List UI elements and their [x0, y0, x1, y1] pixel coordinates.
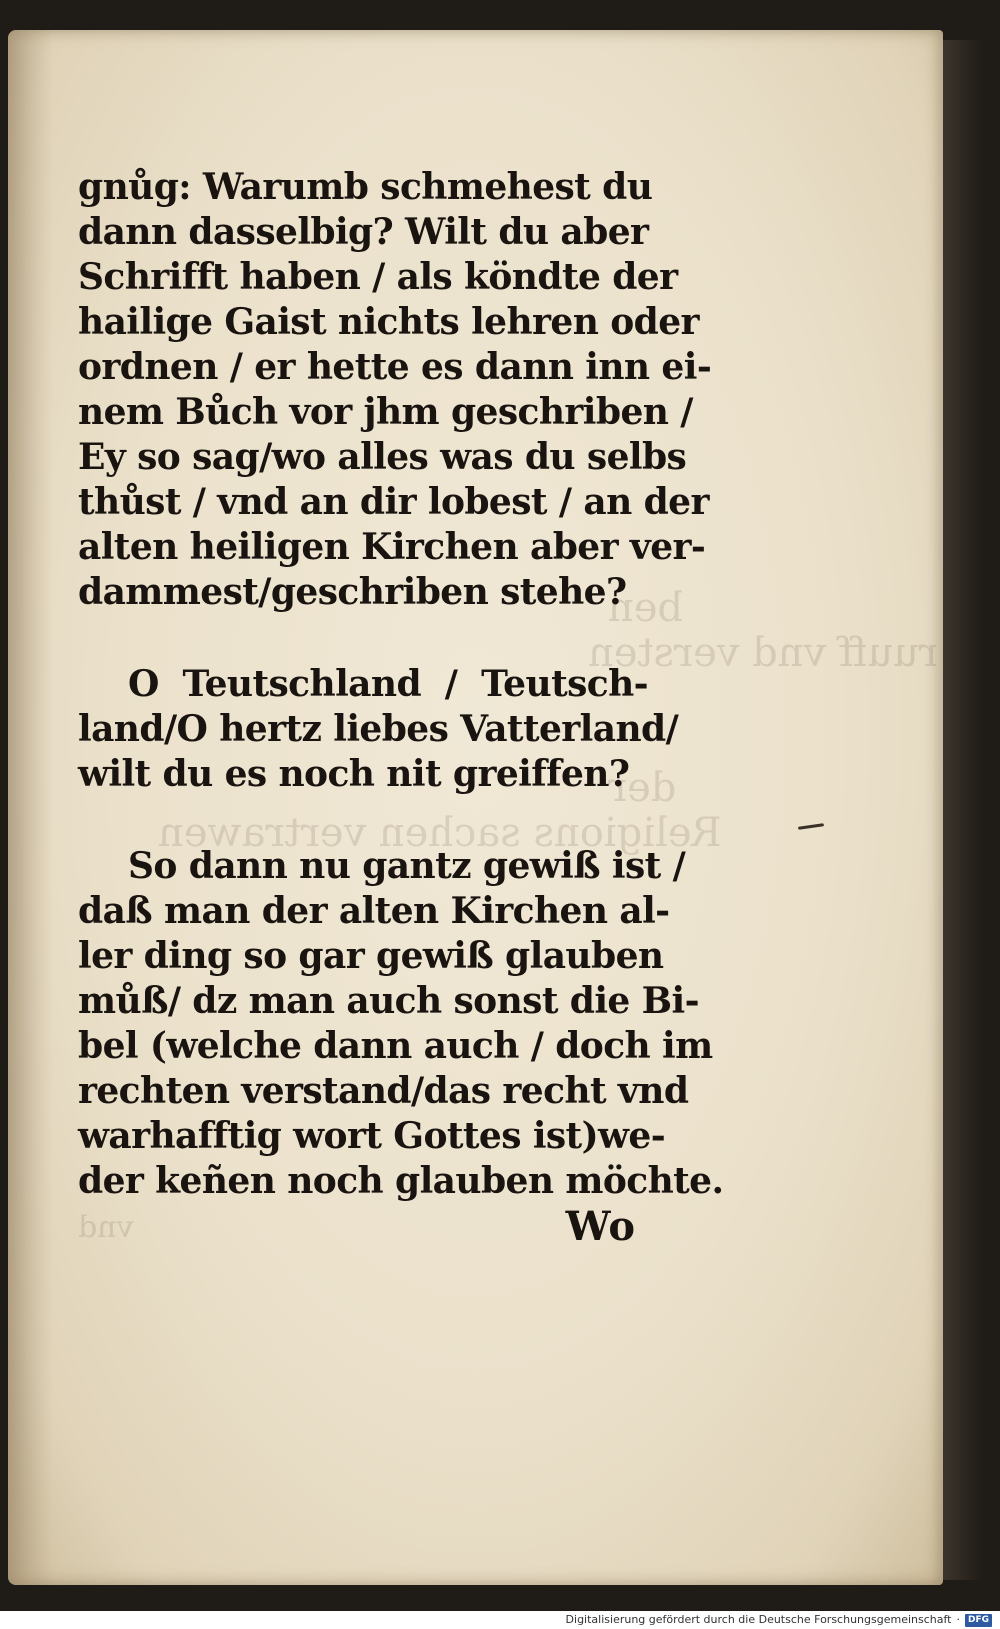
text-line: dammest/geschriben stehe? [78, 571, 627, 613]
text-line: ordnen / er hette es dann inn ei- [78, 346, 712, 388]
text-line: wilt du es noch nit greiffen? [78, 753, 630, 795]
show-through-text: ben [608, 585, 684, 631]
text-line: So dann nu gantz gewiß ist / [128, 845, 686, 887]
text-line: Ey so sag/wo alles was du selbs [78, 436, 687, 478]
text-line: Schrifft haben / als köndte der [78, 256, 678, 298]
text-line: gnůg: Warumb schmehest du [78, 166, 653, 208]
text-line: der keñen noch glauben möchte. [78, 1160, 724, 1202]
text-line: dann dasselbig? Wilt du aber [78, 211, 649, 253]
show-through-text: der [608, 765, 677, 811]
show-through-text: ruuff vnd versten [588, 630, 938, 676]
text-line: thůst / vnd an dir lobest / an der [78, 481, 709, 523]
ink-mark [798, 823, 824, 830]
gutter-shadow [8, 30, 53, 1585]
text-line: alten heiligen Kirchen aber ver- [78, 526, 706, 568]
text-line: O Teutschland / Teutsch- [128, 663, 648, 705]
text-line: bel (welche dann auch / doch im [78, 1025, 713, 1067]
text-line: rechten verstand/das recht vnd [78, 1070, 689, 1112]
show-through-text: Religions sachen vertrawen [158, 810, 722, 856]
text-line: warhafftig wort Gottes ist)we- [78, 1115, 666, 1157]
text-line: nem Bůch vor jhm geschriben / [78, 391, 693, 433]
text-line: hailige Gaist nichts lehren oder [78, 301, 699, 343]
credit-text: Digitalisierung gefördert durch die Deutsche Forschungsgemeinschaft [565, 1613, 952, 1626]
dfg-logo-icon: DFG [965, 1614, 992, 1627]
text-line: můß/ dz man auch sonst die Bi- [78, 980, 699, 1022]
page-text [78, 165, 724, 1250]
text-line: land/O hertz liebes Vatterland/ [78, 708, 679, 750]
show-through-text: vnd [78, 1210, 134, 1245]
book-page [8, 30, 943, 1585]
text-line: ler ding so gar gewiß glauben [78, 935, 664, 977]
funding-credit: Digitalisierung gefördert durch die Deutsche Forschungsgemeinschaft · DFG [566, 1612, 992, 1628]
text-line: daß man der alten Kirchen al- [78, 890, 670, 932]
catchword: Wo [565, 1203, 636, 1250]
